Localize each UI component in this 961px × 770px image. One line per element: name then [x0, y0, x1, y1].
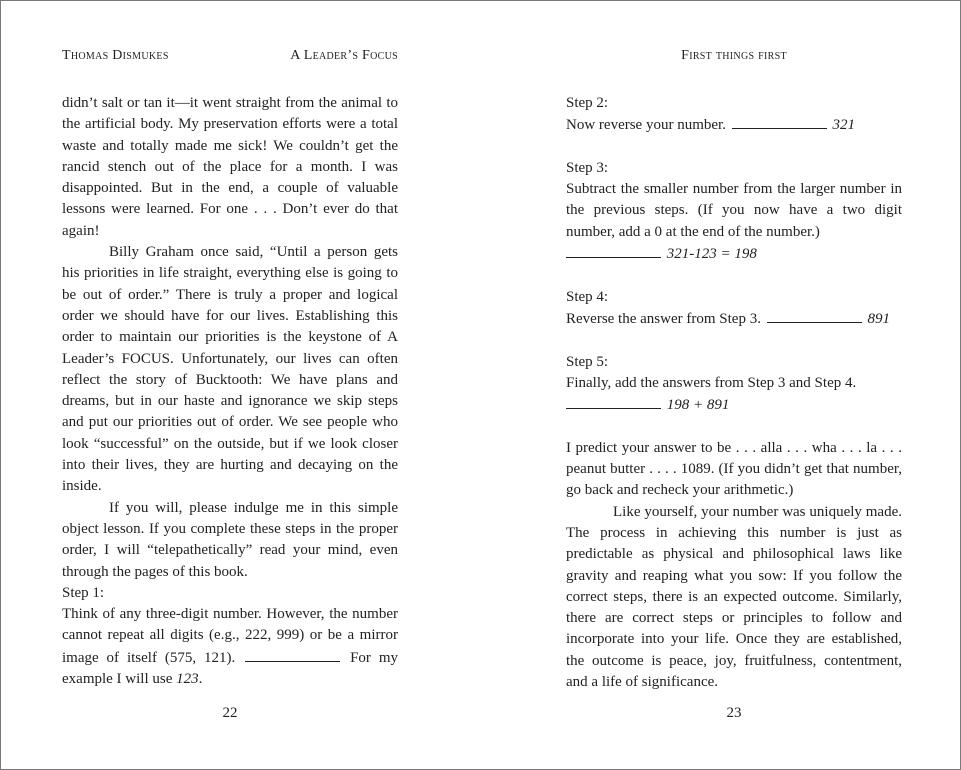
step-answer: 198 + 891 — [666, 397, 730, 414]
right-page — [566, 1, 902, 769]
answer-blank — [566, 394, 661, 409]
book-title: A Leader’s Focus — [290, 48, 398, 63]
step-text: Now reverse your number. — [566, 117, 726, 134]
chapter-title: First things first — [681, 48, 787, 63]
step-text: Reverse the answer from Step 3. — [566, 310, 761, 327]
example-number: 123 — [176, 671, 199, 688]
step-label: Step 5: — [566, 353, 609, 370]
step-5-text: Finally, add the answers from Step 3 and Step 4. — [566, 374, 857, 391]
step-label: Step 1: — [62, 584, 105, 601]
right-page-body — [566, 93, 902, 693]
left-page — [62, 1, 398, 769]
answer-blank — [245, 647, 340, 662]
step-answer: 321-123 = 198 — [666, 246, 757, 263]
step-text: Think of any three-digit number. However, the number cannot repeat all digits (e.g., 222, 999) or be a mirror image of itself (575, 121). — [62, 606, 398, 666]
step-2-text — [566, 114, 902, 136]
step-answer: 891 — [867, 310, 890, 327]
paragraph: didn’t salt or tan it—it went straight from the animal to the artificial body. My preservation efforts were a total waste and totally made me sick! We couldn’t get the rancid stench out of the place for a month. I was disappointed. But in the end, a couple of valuable lessons were learned. For one . . . Don’t ever do that again! — [62, 95, 398, 239]
step-label: Step 2: — [566, 95, 609, 111]
answer-blank — [732, 114, 827, 129]
step-text-continued: For my example I will use — [62, 649, 398, 688]
running-head — [62, 48, 398, 68]
answer-blank — [767, 308, 862, 323]
paragraph: Like yourself, your number was uniquely made. The process in achieving this number is just as predictable as physical and philosophical laws like gravity and reaping what you sow: If you follow the correct steps, there is an expected outcome. Similarly, there are correct steps or principles to follow and incorporate into your life. Once they are established, the outcome is peace, joy, fruitfulness, contentment, and a life of significance. — [566, 503, 902, 691]
left-page-body — [62, 93, 398, 690]
step-answer: 321 — [832, 117, 855, 134]
paragraph: I predict your answer to be . . . alla . . . wha . . . la . . . peanut butter . . . . 1089. (If you didn’t get that number, go back and recheck your arithmetic.) — [566, 439, 902, 499]
step-3-text: Subtract the smaller number from the larger number in the previous steps. (If you now have a two digit number, add a 0 at the end of the number.) — [566, 181, 902, 240]
paragraph: If you will, please indulge me in this simple object lesson. If you complete these steps in the proper order, I will “telepathetically” read your mind, even through the pages of this book. — [62, 499, 398, 580]
page-number: 22 — [222, 705, 238, 721]
step-4-text — [566, 308, 902, 330]
step-1-text — [62, 604, 398, 690]
paragraph: Billy Graham once said, “Until a person gets his priorities in life straight, everything else is going to be out of order.” There is truly a proper and logical order we should have for our lives. Establishing this order to maintain our priorities is the keystone of A Leader’s FOCUS. Unfortunately, our lives can often reflect the story of Bucktooth: We have plans and dreams, but in our haste and ignorance we skip steps and put our priorities out of order. We see people who look “successful” on the outside, but if we look closer into their lives, they are hurting and decaying on the inside. — [62, 244, 398, 495]
answer-blank — [566, 243, 661, 258]
page-number: 23 — [726, 705, 742, 721]
step-label: Step 4: — [566, 288, 609, 305]
step-label: Step 3: — [566, 159, 609, 176]
punctuation: . — [198, 671, 203, 688]
step-3-answer-line — [566, 243, 902, 265]
step-5-answer-line — [566, 394, 902, 416]
author-name: Thomas Dismukes — [62, 48, 169, 63]
running-head — [566, 48, 902, 68]
